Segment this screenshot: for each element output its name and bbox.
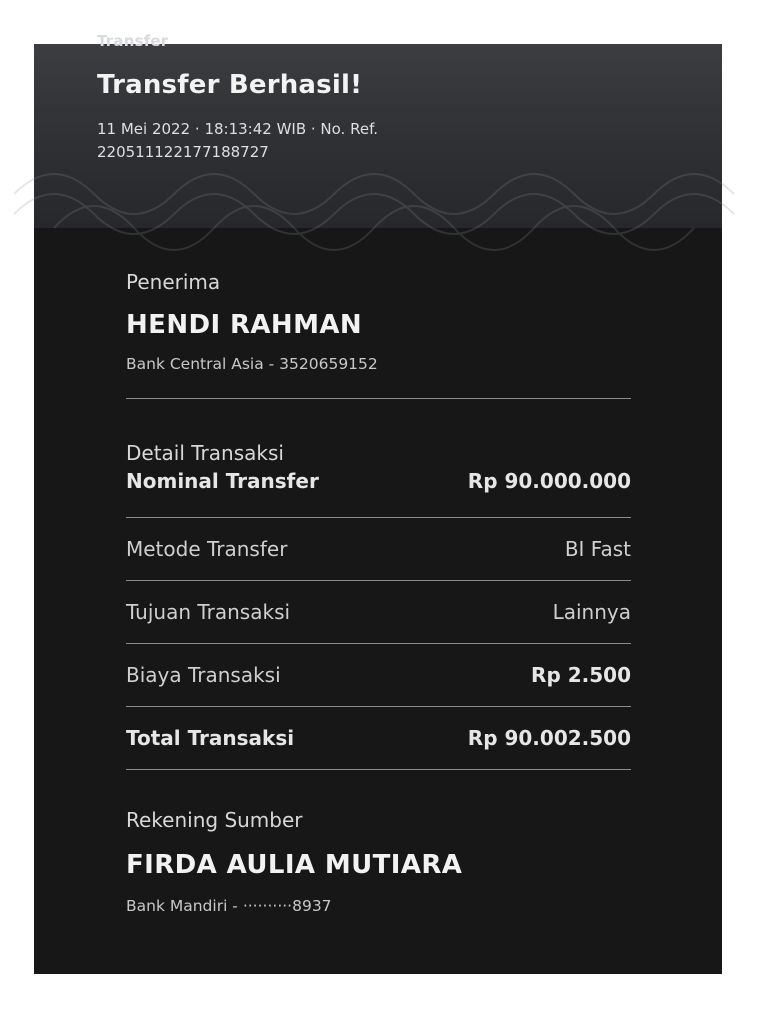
detail-value: Rp 90.002.500	[467, 726, 631, 750]
detail-value: Rp 90.000.000	[467, 469, 631, 493]
transaction-meta	[97, 118, 517, 164]
detail-key: Tujuan Transaksi	[126, 600, 291, 624]
divider	[126, 398, 631, 399]
detail-row-method	[126, 518, 631, 581]
detail-key: Metode Transfer	[126, 537, 288, 561]
detail-label: Detail Transaksi	[126, 441, 284, 465]
receipt-content	[126, 268, 631, 916]
detail-value: BI Fast	[564, 537, 631, 561]
source-account: Bank Mandiri - ··········8937	[126, 897, 332, 915]
transfer-receipt-screen	[34, 32, 722, 974]
detail-row-total	[126, 707, 631, 770]
detail-row-fee	[126, 644, 631, 707]
source-label: Rekening Sumber	[126, 808, 303, 832]
detail-key: Biaya Transaksi	[126, 663, 281, 687]
detail-key: Nominal Transfer	[126, 469, 319, 493]
success-header	[34, 32, 722, 228]
detail-value: Lainnya	[552, 600, 631, 624]
detail-row-nominal	[126, 467, 631, 518]
page-title: Transfer Berhasil!	[97, 70, 363, 100]
header-cut-label: Transfer	[97, 32, 169, 50]
reference-number: 220511122177188727	[97, 143, 269, 161]
detail-key: Total Transaksi	[126, 726, 295, 750]
source-name: FIRDA AULIA MUTIARA	[126, 850, 463, 880]
detail-value: Rp 2.500	[531, 663, 631, 687]
recipient-name: HENDI RAHMAN	[126, 310, 363, 340]
recipient-label: Penerima	[126, 270, 221, 294]
recipient-account: Bank Central Asia - 3520659152	[126, 355, 378, 373]
detail-row-purpose	[126, 581, 631, 644]
transaction-time-ref: 11 Mei 2022 · 18:13:42 WIB · No. Ref.	[97, 120, 379, 138]
